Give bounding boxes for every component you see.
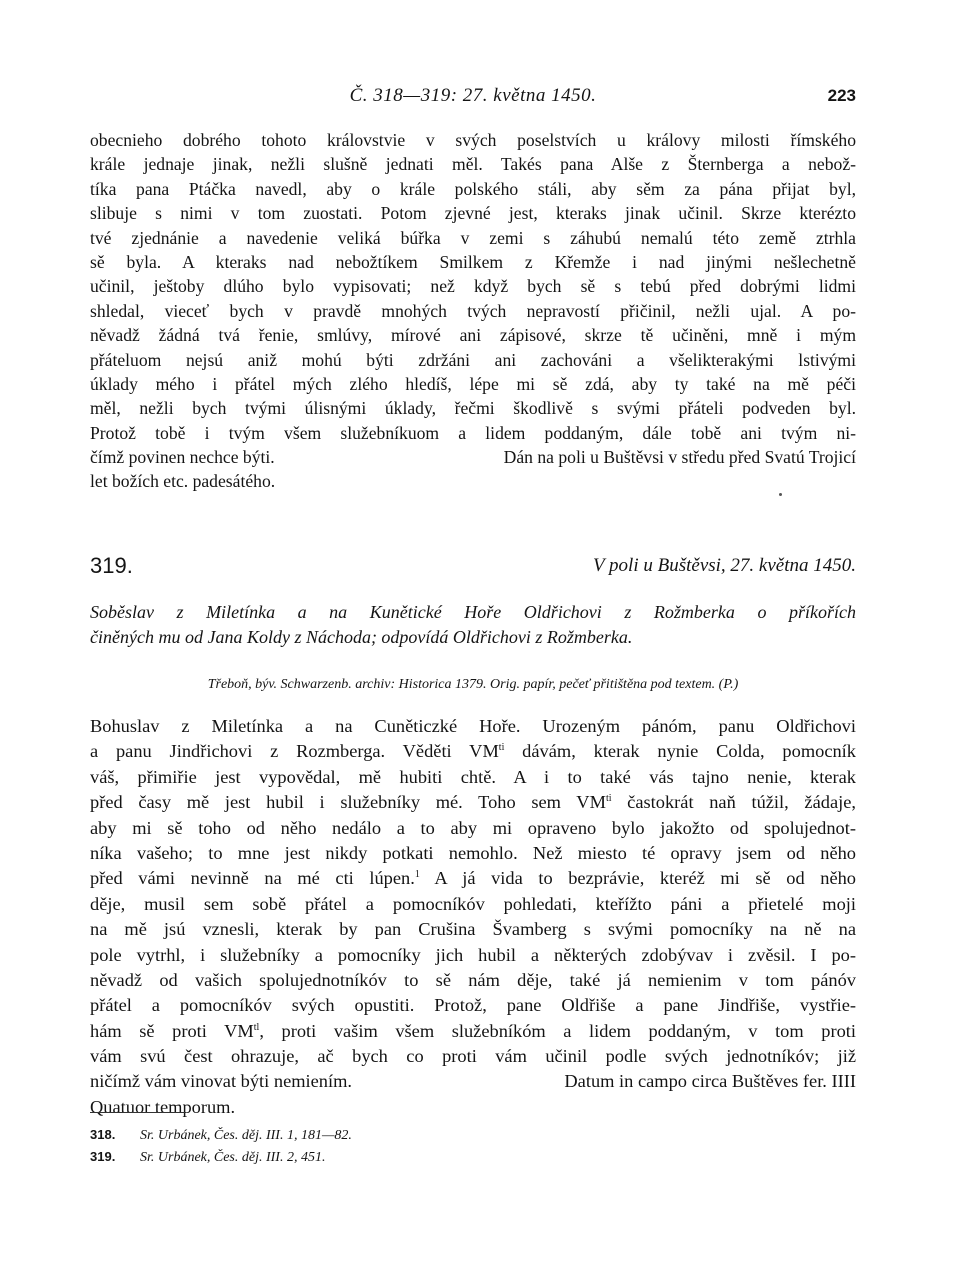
text-line: Quatuor temporum.	[90, 1096, 236, 1117]
footnote-rule	[90, 1112, 186, 1113]
text-line: let božích etc. padesátého.	[90, 471, 276, 492]
running-title: Č. 318—319: 27. května 1450.	[349, 85, 597, 106]
text-line: něvadž od vašich spolujednotníkóv to sě nám děje, také já nemienim v tom pánóv	[90, 969, 856, 990]
text-line: a panu Jindřichovi z Rozmberga. Věděti $VM^{ti}$ dávám, kterak nynie Colda, pomocník	[90, 741, 856, 762]
text-line	[90, 1069, 856, 1094]
footnote-text: Sr. Urbánek, Čes. děj. III. 1, 181—82.	[140, 1128, 352, 1143]
text-line: sě byla. A kteraks nad nebožtíkem Smilkem z Křemže i nad jinými nešlechetně	[90, 251, 856, 272]
document-heading	[90, 552, 856, 580]
footnote	[90, 1146, 856, 1168]
text-line: váš, přimiřie jest vypovědal, mě hubiti chtě. A i to také vás tajno nenie, kterak	[90, 766, 856, 787]
document-place-date: V poli u Buštěvsi, 27. května 1450.	[593, 555, 856, 576]
text-segment: čímž povinen nechce býti.	[90, 447, 275, 468]
footnote-text: Sr. Urbánek, Čes. děj. III. 2, 451.	[140, 1150, 326, 1165]
regest	[90, 600, 856, 650]
text-line: úklady mého i přátel mých zlého hledíš, lépe mi sě zdá, aby ty také na mě péči	[90, 373, 856, 394]
text-line: níka vašeho; to mne jest nikdy potkati nemohlo. Než miesto té opravy jsem od něho	[90, 842, 856, 863]
text-segment: ničímž vám vinovat býti nemiením.	[90, 1071, 353, 1092]
text-line: Bohuslav z Miletínka a na Cuněticzké Hoře. Urozeným pánóm, panu Oldřichovi	[90, 716, 856, 736]
text-line: slibuje s nimi v tom zuostati. Potom zjevné jest, kteraks jinak učinil. Skrze kterézto	[90, 203, 856, 224]
superscript: ti	[498, 742, 505, 754]
page-number: 223	[827, 86, 856, 105]
text-line: aby mi sě toho od něho nedálo a to aby mi opraveno bylo jakožto od spolujednot-	[90, 817, 856, 838]
text-line: před vámi nevinně na mé cti lúpen.$^1$ A já vida to bezprávie, kteréž mi sě od něho	[90, 868, 856, 889]
text-line: přáteluom nejsú aniž mohú býti zdržáni ani zachováni a všelikterakými lstivými	[90, 349, 856, 370]
text-line	[90, 445, 856, 469]
superscript: tl	[253, 1021, 260, 1033]
text-line: shledal, vieceť bych v pravdě mnohých tvých nepravostí přičinil, nežli ujal. A po-	[90, 300, 856, 321]
text-line: pole vytrhl, i služebníky a pomocníky jich hubil a některých zdobývav i zvěsil. I po-	[90, 944, 856, 965]
text-line: před časy mě jest hubil i služebníky mé. Toho sem $VM^{ti}$ častokrát naň túžil, žádaje,	[90, 792, 856, 813]
text-line: přátel a pomocníkóv svých opustiti. Protož, pane Oldřiše a pane Jindřiše, vystřie-	[90, 995, 856, 1016]
archive-note: Třeboň, býv. Schwarzenb. archiv: Historica 1379. Orig. papír, pečeť přitištěna pod textem. (P.)	[207, 677, 739, 692]
regest-line: Soběslav z Miletínka a na Kunětické Hoře Oldřichovi z Rožmberka o příkořích	[90, 602, 856, 622]
dating-clause: Datum in campo circa Buštěves fer. IIII	[564, 1071, 856, 1092]
footnote-number: 319.	[90, 1149, 116, 1164]
text-line: Protož tobě i tvým všem služebníkuom a lidem poddaným, dále tobě ani tvým ni-	[90, 422, 856, 443]
text-line: na mě jsú vznesli, kterak by pan Crušina Švamberg s svými pomocníky na ně na	[90, 919, 856, 940]
paragraph-letter-318-end	[90, 128, 856, 494]
text-line: tvé zjednánie a navedenie veliká búřka v zemi s záhubú nemalú této země ztrhla	[90, 227, 856, 248]
footnotes	[90, 1124, 856, 1168]
regest-line: činěných mu od Jana Koldy z Náchoda; odpovídá Oldřichovi z Rožmberka.	[90, 627, 633, 647]
text-line: tíka pana Ptáčka navedl, aby o krále polského stáli, aby sěm za pána přijat byl,	[90, 178, 856, 199]
paragraph-letter-319	[90, 714, 856, 1120]
dating-clause: Dán na poli u Buštěvsi v středu před Svatú Trojicí	[503, 447, 856, 468]
footnote-number: 318.	[90, 1127, 116, 1142]
text-line: vám svú čest ohrazuje, ač bych co proti vám učinil podle svých jednotníkóv; již	[90, 1046, 856, 1067]
document-number: 319.	[90, 553, 133, 578]
running-header	[90, 84, 856, 108]
superscript: ti	[605, 793, 612, 805]
text-line: obecnieho dobrého tohoto královstvie v svých poselstvích u královy milosti římského	[90, 130, 856, 150]
print-speck	[779, 493, 782, 496]
text-line: něvadž žádná tvá řenie, smlúvy, mírové ani zápisové, skrze tě učiněni, mně i mým	[90, 325, 856, 346]
text-line: měl, nežli bych tvými úlisnými úklady, řečmi škodlivě s svými přáteli podveden byl.	[90, 398, 856, 419]
text-line: hám sě proti $VM^{tl}$, proti vašim všem služebníkóm a lidem poddaným, v tom proti	[90, 1020, 856, 1041]
footnote-marker: 1	[414, 869, 420, 881]
text-line: děje, musil sem sobě přátel a pomocníkóv pohledati, kteřížto páni a přietelé moji	[90, 893, 856, 914]
footnote	[90, 1124, 856, 1146]
text-line: učinil, ještoby dlúho bylo vypisovati; než když bych sě s tebú před dobrými lidmi	[90, 276, 856, 297]
text-line: krále jednaje jinak, nežli slušně jednati měl. Takés pana Alše z Šternberga a nebož-	[90, 154, 856, 175]
